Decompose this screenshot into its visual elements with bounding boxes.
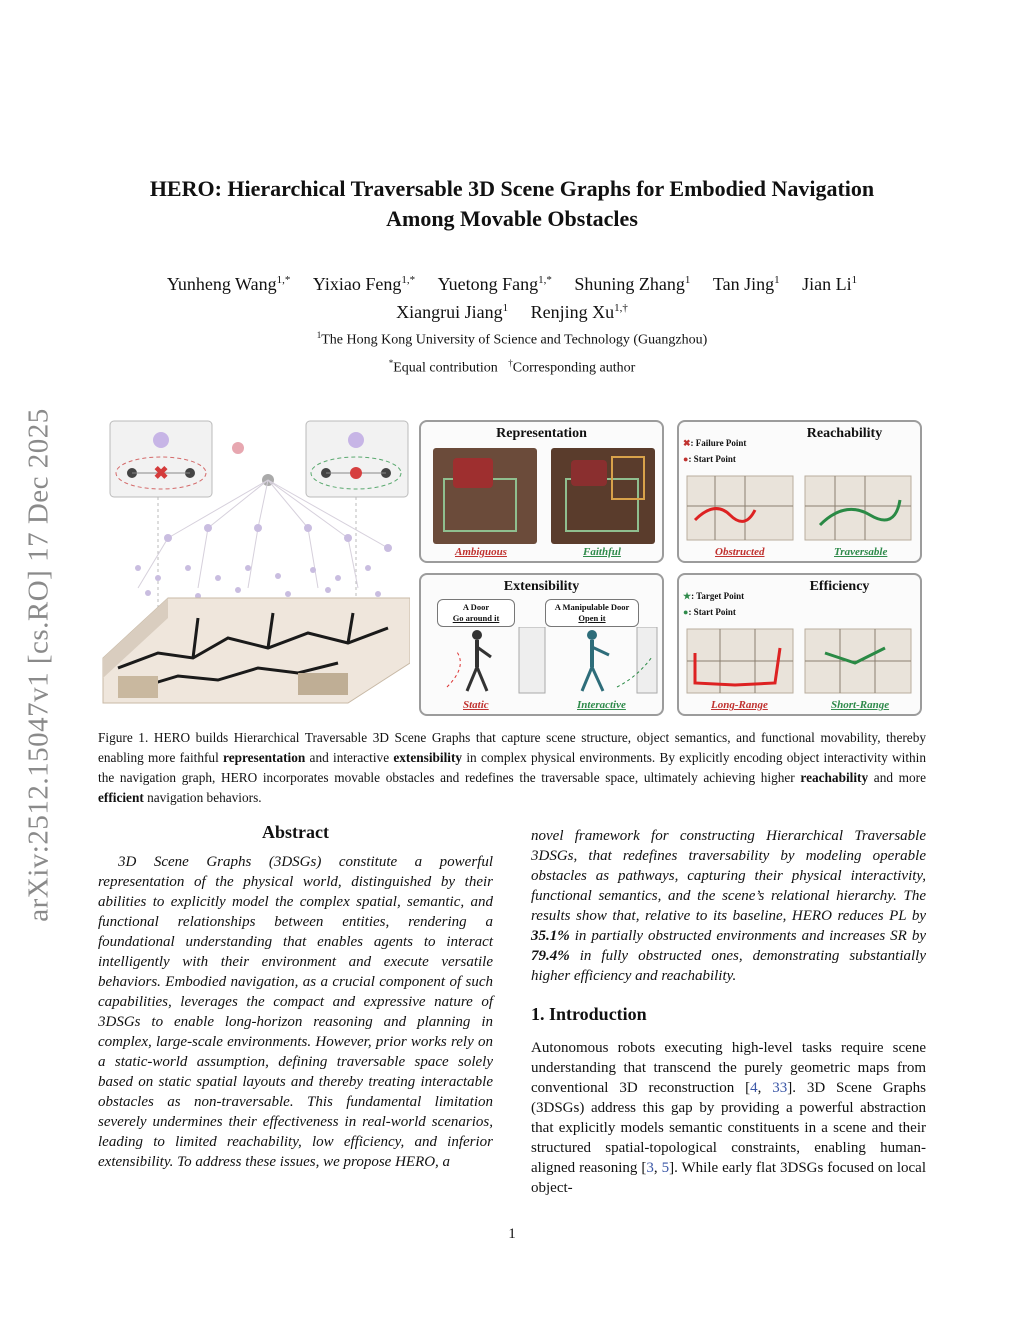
legend-failure: ✖: Failure Point [683, 438, 747, 448]
author: Xiangrui Jiang$^1$ [396, 302, 509, 322]
right-column [531, 826, 926, 1198]
title-line-1: HERO: Hierarchical Traversable 3D Scene Graphs for Embodied Navigation [149, 176, 875, 201]
failure-x-icon: ✖ [683, 438, 691, 448]
graph-node-icon [153, 432, 169, 448]
panel-extensibility [419, 573, 664, 716]
caption-short-range: Short-Range [831, 699, 890, 711]
extensibility-figures [427, 627, 659, 695]
abstract-continuation: novel framework for constructing Hierarchical Traversable 3DSGs, that redefines traversability by modeling operable obstacles as pathways, capturing their physical interactivity, functional semantics, and the scene’s relational hierarchy. The results show that, relative to its baseline, HERO reduces PL by 35.1% in partially obstructed environments and increases SR by 79.4% in fully obstructed ones, demonstrating substantially higher efficiency and reachability. [531, 828, 926, 984]
abstract-section [98, 822, 493, 1172]
legend-start: ●: Start Point [683, 607, 736, 617]
author: Yixiao Feng$^{1,*}$ [312, 274, 416, 294]
abstract-heading: Abstract [262, 822, 329, 842]
panel-title: Efficiency [809, 579, 870, 594]
graph-node-icon [348, 432, 364, 448]
introduction-heading: 1. Introduction [531, 1004, 647, 1024]
affiliation: $^1$The Hong Kong University of Science and Technology (Guangzhou) *Equal contribution †Corresponding author [100, 324, 924, 379]
figure-caption: Figure 1. HERO builds Hierarchical Traversable 3D Scene Graphs that capture scene structure, object semantics, and functional movability, thereby enabling more faithful representation and interactive extensibility in complex physical environments. By explicitly encoding object interactivity within the navigation graph, HERO incorporates movable obstacles and redefines the traversable space, ultimately achieving higher reachability and more efficient navigation behaviors. [98, 730, 927, 805]
target-star-icon: ★ [683, 591, 692, 601]
door-static [519, 627, 545, 693]
contribution-notes: *Equal contribution †Corresponding author [388, 357, 636, 376]
panel-title: Representation [496, 426, 587, 441]
citation-link[interactable]: 5 [661, 1160, 670, 1176]
ambiguous-scene-image [433, 448, 537, 544]
caption-faithful: Faithful [583, 546, 621, 558]
legend-target: ★: Target Point [683, 591, 745, 601]
faithful-scene-image [551, 448, 655, 544]
panel-title: Reachability [806, 426, 883, 441]
title-line-2: Among Movable Obstacles [386, 206, 638, 231]
author: Yuetong Fang$^{1,*}$ [437, 274, 552, 294]
author: Renjing $Xu^{1,\dagger}$ [530, 302, 628, 322]
caption-traversable: Traversable [834, 546, 888, 558]
cross-icon: ✖ [153, 463, 169, 483]
speech-bubble-static: A Door Go around it [437, 599, 515, 627]
citation-link[interactable]: 3 [646, 1160, 654, 1176]
citation-link[interactable]: 33 [772, 1080, 788, 1096]
author: Shuning Zhang$^1$ [574, 274, 691, 294]
scene-graph-illustration [98, 418, 410, 708]
scene-graph-svg [98, 418, 410, 708]
citation-link[interactable]: 4 [750, 1080, 758, 1096]
introduction-paragraph: Autonomous robots executing high-level tasks require scene understanding that transcend the purely geometric maps from conventional 3D reconstruction [4, 33]. 3D Scene Graphs (3DSGs) address this gap by providing a powerful abstraction that explicitly models semantic constituents in a scene and their structured spatial-topological constraints, enabling human-aligned reasoning [3, 5]. While early flat 3DSGs focused on local object- [531, 1040, 927, 1196]
author-list [100, 268, 924, 324]
caption-obstructed: Obstructed [715, 546, 765, 558]
door-interactive [637, 627, 657, 693]
caption-ambiguous: Ambiguous [455, 546, 507, 558]
caption-interactive: Interactive [577, 699, 626, 711]
panel-title: Extensibility [503, 579, 580, 594]
author: Tan Jing$^1$ [712, 274, 780, 294]
speech-bubble-interactive: A Manipulable Door Open it [545, 599, 639, 627]
start-dot-icon: ● [683, 454, 689, 464]
panel-efficiency [677, 573, 922, 716]
caption-static: Static [463, 699, 489, 711]
start-dot-icon: ● [683, 607, 689, 617]
reachability-maps [685, 470, 913, 542]
abstract-paragraph: 3D Scene Graphs (3DSGs) constitute a powerful representation of the physical world, distinguished by their abilities to explicitly model the complex spatial, semantic, and functional relationships between entities, rendering a foundational understanding that enables agents to interact intelligently with their environment and execute versatile behaviors. Embodied navigation, as a crucial component of such capabilities, leverages the compact and expressive nature of 3DSGs to enable long-horizon reasoning and planning in complex, large-scale environments. However, prior works rely on a static-world assumption, defining traversable space solely based on static spatial layouts and thereby treating interactable obstacles as non-traversable. This fundamental limitation severely undermines their effectiveness in real-world scenarios, leading to limited reachability, low efficiency, and inferior extensibility. To address these issues, we propose HERO, a [98, 854, 493, 1170]
author: Yunheng Wang$^{1,*}$ [166, 274, 291, 294]
arxiv-stamp [14, 370, 64, 960]
movable-node-icon [350, 467, 362, 479]
caption-long-range: Long-Range [711, 699, 768, 711]
efficiency-maps [685, 623, 913, 695]
page-number: 1 [508, 1226, 516, 1242]
legend-start: ●: Start Point [683, 454, 736, 464]
panel-reachability [677, 420, 922, 563]
arxiv-stamp-text: arXiv:2512.15047v1 [cs.RO] 17 Dec 2025 [22, 408, 55, 922]
author: Jian Li$^1$ [802, 274, 858, 294]
panel-representation [419, 420, 664, 563]
paper-title [100, 174, 924, 234]
